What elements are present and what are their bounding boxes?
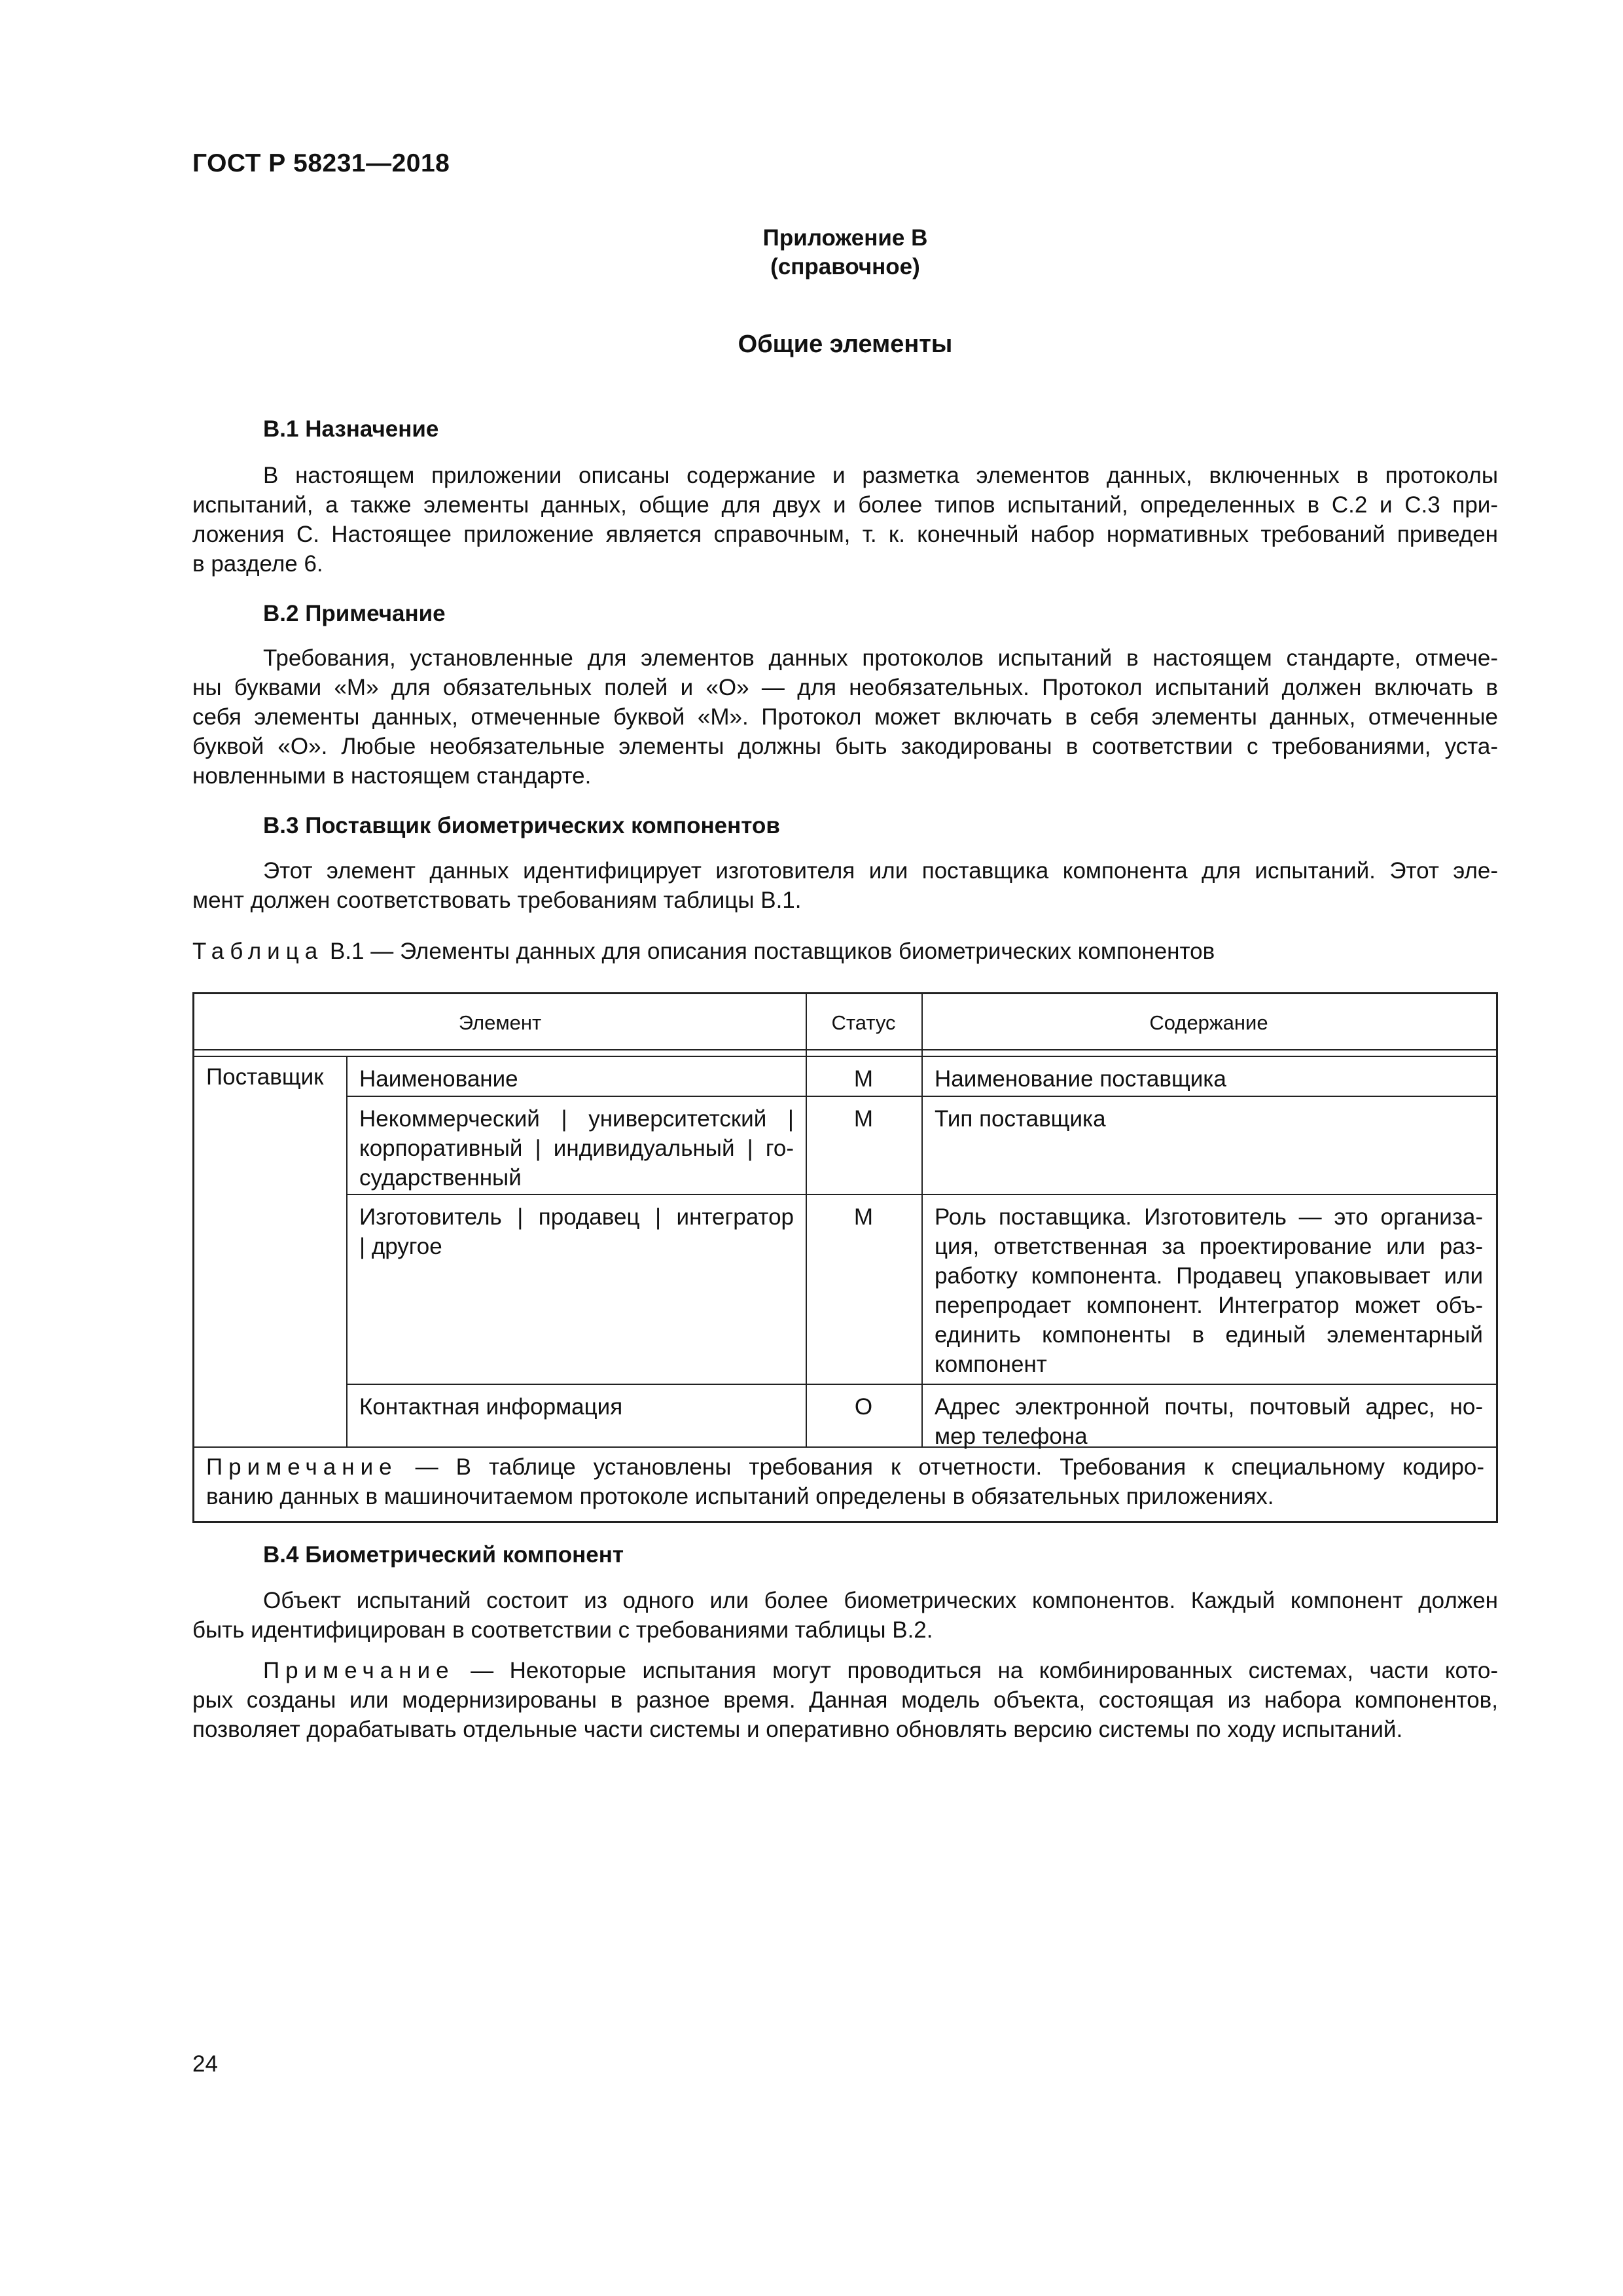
content-cell — [923, 1392, 1495, 1451]
note-line — [192, 1656, 1498, 1685]
cell-line: перепродает компонент. Интегратор может объ- — [935, 1293, 1483, 1318]
status-cell: М — [853, 1106, 874, 1132]
text-line: в разделе 6. — [192, 551, 323, 577]
note-line: рых созданы или модернизированы в разное время. Данная модель объекта, состоящая из набора компонентов, — [192, 1687, 1498, 1713]
appendix-kind: (справочное) — [770, 254, 920, 279]
table-caption — [192, 939, 1215, 965]
table-rule — [346, 1384, 1496, 1385]
element-cell — [348, 1202, 806, 1261]
section-b1-text — [192, 461, 1498, 579]
status-cell: М — [853, 1066, 874, 1092]
text-line: ны буквами «М» для обязательных полей и «О» — для необязательных. Протокол испытаний должен включать в — [192, 675, 1498, 700]
section-heading-b2: В.2 Примечание — [263, 601, 446, 626]
appendix-label: Приложение В — [762, 225, 928, 251]
section-heading-b3: В.3 Поставщик биометрических компонентов — [263, 813, 780, 838]
cell-line: Тип поставщика — [935, 1106, 1106, 1132]
status-cell: М — [853, 1204, 874, 1230]
content-cell — [923, 1064, 1495, 1094]
element-cell — [348, 1392, 806, 1422]
section-heading-b1: В.1 Назначение — [263, 416, 439, 442]
row-group-label: Поставщик — [206, 1064, 324, 1090]
cell-line: ция, ответственная за проектирование или раз- — [935, 1234, 1483, 1259]
table-rule — [194, 1049, 1496, 1050]
text-line: Объект испытаний состоит из одного или более биометрических компонентов. Каждый компонент должен — [263, 1588, 1498, 1613]
text-line: мент должен соответствовать требованиям таблицы В.1. — [192, 888, 802, 913]
table-caption-text: В.1 — Элементы данных для описания поставщиков биометрических компонентов — [323, 939, 1215, 964]
text-line: Требования, установленные для элементов данных протоколов испытаний в настоящем стандарте, отмече- — [263, 645, 1498, 671]
cell-line: корпоративный | индивидуальный | го- — [359, 1136, 794, 1161]
table-rule — [346, 1096, 1496, 1097]
cell-line: | другое — [359, 1234, 442, 1259]
vendor-data-table — [192, 992, 1498, 1523]
section-b3-text — [192, 856, 1498, 915]
table-rule — [194, 1056, 1496, 1057]
column-header-content: Содержание — [1149, 1011, 1268, 1034]
text-line: Этот элемент данных идентифицирует изготовителя или поставщика компонента для испытаний. Этот эле- — [263, 858, 1498, 884]
cell-line: Изготовитель | продавец | интегратор — [359, 1204, 794, 1230]
table-note-line: ванию данных в машиночитаемом протоколе испытаний определены в обязательных приложениях. — [206, 1484, 1274, 1509]
table-rule — [346, 1194, 1496, 1195]
column-header-element: Элемент — [458, 1011, 542, 1034]
note-label: Примечание — [263, 1658, 455, 1683]
cell-line: работку компонента. Продавец упаковывает или — [935, 1263, 1483, 1289]
section-b2-text — [192, 643, 1498, 791]
element-cell — [348, 1104, 806, 1193]
cell-line: сударственный — [359, 1165, 522, 1191]
cell-line: компонент — [935, 1352, 1047, 1377]
cell-line: Контактная информация — [359, 1394, 623, 1420]
cell-line: единить компоненты в единый элементарный — [935, 1322, 1483, 1348]
table-caption-label: Таблица — [192, 939, 324, 964]
column-header-status: Статус — [831, 1011, 896, 1034]
text-line: буквой «О». Любые необязательные элементы должны быть закодированы в соответствии с требованиями, уста- — [192, 734, 1498, 759]
content-cell — [923, 1202, 1495, 1379]
cell-line: Адрес электронной почты, почтовый адрес, но- — [935, 1394, 1483, 1420]
section-heading-b4: В.4 Биометрический компонент — [263, 1542, 624, 1568]
cell-line: Роль поставщика. Изготовитель — это организа- — [935, 1204, 1483, 1230]
text-line: быть идентифицирован в соответствии с требованиями таблицы В.2. — [192, 1617, 933, 1643]
text-line: испытаний, а также элементы данных, общие для двух и более типов испытаний, определенных в С.2 и С.3 при- — [192, 492, 1498, 518]
text-line: новленными в настоящем стандарте. — [192, 763, 592, 789]
note-line: позволяет дорабатывать отдельные части системы и оперативно обновлять версию системы по ходу испытаний. — [192, 1717, 1403, 1742]
table-note-label: Примечание — [206, 1454, 398, 1480]
table-note — [194, 1452, 1496, 1511]
text-line: В настоящем приложении описаны содержание и разметка элементов данных, включенных в протоколы — [263, 463, 1498, 488]
table-note-text: — В таблице установлены требования к отчетности. Требования к специальному кодиро- — [397, 1454, 1484, 1480]
text-line: себя элементы данных, отмеченные буквой «М». Протокол может включать в себя элементы данных, отмеченные — [192, 704, 1498, 730]
section-b4-text — [192, 1586, 1498, 1645]
element-cell — [348, 1064, 806, 1094]
cell-line: мер телефона — [935, 1424, 1088, 1449]
appendix-heading: Общие элементы — [738, 331, 953, 358]
table-note-line — [206, 1452, 1484, 1482]
text-line: ложения С. Настоящее приложение является справочным, т. к. конечный набор нормативных требований приведен — [192, 522, 1498, 547]
note-text: — Некоторые испытания могут проводиться на комбинированных системах, части кото- — [454, 1658, 1498, 1683]
page-number: 24 — [192, 2051, 218, 2077]
status-cell: О — [854, 1394, 873, 1420]
cell-line: Некоммерческий | университетский | — [359, 1106, 794, 1132]
content-cell — [923, 1104, 1495, 1134]
section-b4-note — [192, 1656, 1498, 1744]
cell-line: Наименование поставщика — [935, 1066, 1226, 1092]
document-id: ГОСТ Р 58231—2018 — [192, 149, 450, 177]
cell-line: Наименование — [359, 1066, 518, 1092]
